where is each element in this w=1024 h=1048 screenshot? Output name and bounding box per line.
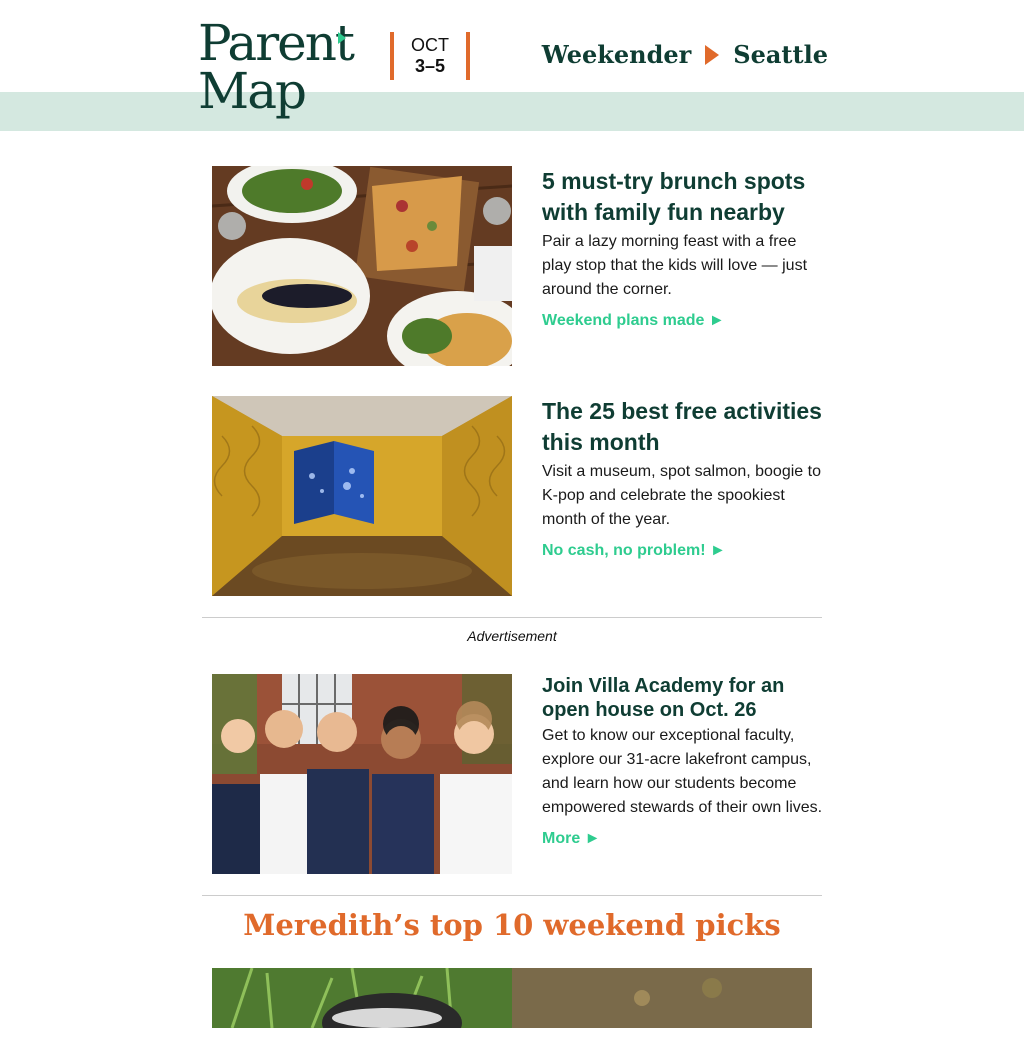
ad-villa-academy [212,674,822,874]
ad-text [542,674,824,848]
article-text [542,396,824,560]
date-badge [390,32,470,80]
divider [202,617,822,618]
logo-line-2: Map [198,62,306,120]
article-description: Pair a lazy morning feast with a free play stop that the kids will love — just around the corner. [542,233,808,298]
weekender-label: Weekender [541,40,692,69]
picks-hero-image[interactable] [212,968,812,1048]
article-text [542,166,824,330]
students-photo [212,674,512,874]
picks-heading: Meredith’s top 10 weekend picks [243,908,781,942]
more-link[interactable]: More ► [542,830,601,847]
no-cash-link[interactable]: No cash, no problem! ► [542,542,726,559]
date-month: OCT [411,35,449,55]
article-title[interactable]: 5 must-try brunch spots with family fun nearby [542,168,806,225]
brunch-image[interactable] [212,166,512,366]
activities-image[interactable] [212,396,512,596]
newsletter-title [542,40,828,69]
ad-title[interactable]: Join Villa Academy for an open house on Oct. 26 [542,675,785,721]
header-band [0,92,1024,131]
article-brunch [212,166,822,366]
ad-description: Get to know our exceptional faculty, explore our 31-acre lakefront campus, and learn how our students become empowered stewards of their own lives. [542,727,823,816]
date-range: 3–5 [414,56,446,76]
parentmap-logo[interactable] [198,14,368,122]
logo-play-icon [338,32,346,44]
article-free-activities [212,396,822,596]
brunch-photo [212,166,512,366]
arrow-right-icon [705,45,719,65]
logo-line-1: Parent [198,14,353,72]
skunk-photo [212,968,812,1028]
advertisement-label: Advertisement [467,628,557,644]
students-image[interactable] [212,674,512,874]
divider [202,895,822,896]
email-header [0,0,1024,120]
weekend-plans-link[interactable]: Weekend plans made ► [542,312,725,329]
city-label: Seattle [733,40,828,69]
article-description: Visit a museum, spot salmon, boogie to K-pop and celebrate the spookiest month of the year. [542,463,821,528]
museum-photo [212,396,512,596]
article-title[interactable]: The 25 best free activities this month [542,398,822,455]
